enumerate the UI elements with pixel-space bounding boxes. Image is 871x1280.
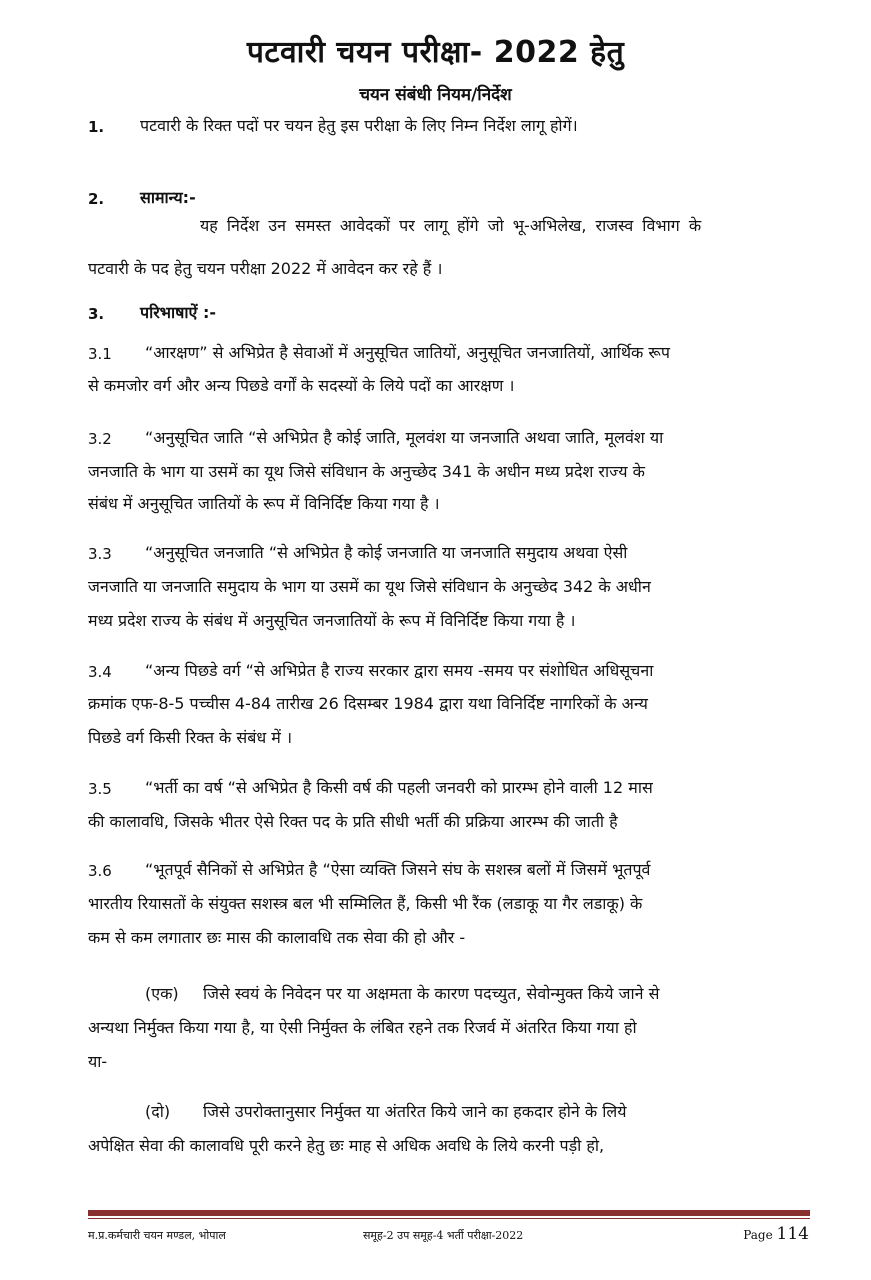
section-3-number: 3. xyxy=(88,305,105,323)
definition-3-3-line-3: मध्य प्रदेश राज्य के संबंध में अनुसूचित जनजातियों के रूप में विनिर्दिष्ट किया गया है । xyxy=(88,611,576,630)
definition-3-2-line-3: संबंध में अनुसूचित जातियों के रूप में विनिर्दिष्ट किया गया है । xyxy=(88,494,440,513)
section-1-text: पटवारी के रिक्त पदों पर चयन हेतु इस परीक्षा के लिए निम्न निर्देश लागू होगें। xyxy=(140,116,578,135)
clause-ek-label: (एक) xyxy=(145,984,179,1003)
definition-3-4-line-1: “अन्य पिछडे वर्ग “से अभिप्रेत है राज्य सरकार द्वारा समय -समय पर संशोधित अधिसूचना xyxy=(145,661,654,680)
footer-rule-thick xyxy=(88,1210,810,1216)
definition-3-3-number: 3.3 xyxy=(88,545,112,563)
page-title: पटवारी चयन परीक्षा- 2022 हेतु xyxy=(246,35,625,70)
definition-3-3-line-1: “अनुसूचित जनजाति “से अभिप्रेत है कोई जनजाति या जनजाति समुदाय अथवा ऐसी xyxy=(145,543,628,562)
definition-3-2-number: 3.2 xyxy=(88,430,112,448)
clause-do-label: (दो) xyxy=(145,1102,171,1121)
section-2-line-2: पटवारी के पद हेतु चयन परीक्षा 2022 में आवेदन कर रहे हैं । xyxy=(88,259,443,278)
section-2-heading: सामान्य:- xyxy=(140,188,196,207)
footer-exam-name: समूह-2 उप समूह-4 भर्ती परीक्षा-2022 xyxy=(363,1229,524,1242)
section-2-number: 2. xyxy=(88,190,105,208)
section-2-line-1: यह निर्देश उन समस्त आवेदकों पर लागू होंगे जो भू-अभिलेख, राजस्व विभाग के xyxy=(200,216,702,235)
section-3-heading: परिभाषाऐं :- xyxy=(140,303,217,322)
definition-3-5-line-1: “भर्ती का वर्ष “से अभिप्रेत है किसी वर्ष की पहली जनवरी को प्रारम्भ होने वाली 12 मास xyxy=(145,778,653,797)
definition-3-2-line-2: जनजाति के भाग या उसमें का यूथ जिसे संविधान के अनुच्छेद 341 के अधीन मध्य प्रदेश राज्य के xyxy=(88,462,645,481)
definition-3-1-line-2: से कमजोर वर्ग और अन्य पिछडे वर्गों के सदस्यों के लिये पदों का आरक्षण । xyxy=(88,376,515,395)
definition-3-6-line-2: भारतीय रियासतों के संयुक्त सशस्त्र बल भी सम्मिलित हैं, किसी भी रैंक (लडाकू या गैर लडाकू) के xyxy=(88,894,643,913)
footer-page-number xyxy=(743,1224,809,1244)
clause-ek-line-3: या- xyxy=(88,1052,108,1071)
section-1-number: 1. xyxy=(88,118,105,136)
definition-3-1-line-1: “आरक्षण” से अभिप्रेत है सेवाओं में अनुसूचित जातियों, अनुसूचित जनजातियों, आर्थिक रूप xyxy=(145,343,670,362)
definition-3-6-line-3: कम से कम लगातार छः मास की कालावधि तक सेवा की हो और - xyxy=(88,928,466,947)
definition-3-5-line-2: की कालावधि, जिसके भीतर ऐसे रिक्त पद के प्रति सीधी भर्ती की प्रक्रिया आरम्भ की जाती है xyxy=(88,812,618,831)
footer-organization: म.प्र.कर्मचारी चयन मण्डल, भोपाल xyxy=(88,1229,226,1242)
clause-ek-line-2: अन्यथा निर्मुक्त किया गया है, या ऐसी निर्मुक्त के लंबित रहने तक रिजर्व में अंतरित किया गया हो xyxy=(88,1018,637,1037)
page-number-value: 114 xyxy=(776,1224,809,1244)
definition-3-4-line-2: क्रमांक एफ-8-5 पच्चीस 4-84 तारीख 26 दिसम्बर 1984 द्वारा यथा विनिर्दिष्ट नागरिकों के अन्य xyxy=(88,694,648,713)
definition-3-4-number: 3.4 xyxy=(88,663,112,681)
clause-do-line-2: अपेक्षित सेवा की कालावधि पूरी करने हेतु छः माह से अधिक अवधि के लिये करनी पड़ी हो, xyxy=(88,1136,605,1155)
definition-3-2-line-1: “अनुसूचित जाति “से अभिप्रेत है कोई जाति, मूलवंश या जनजाति अथवा जाति, मूलवंश या xyxy=(145,428,664,447)
definition-3-4-line-3: पिछडे वर्ग किसी रिक्त के संबंध में । xyxy=(88,728,293,747)
definition-3-1-number: 3.1 xyxy=(88,345,112,363)
page-subtitle: चयन संबंधी नियम/निर्देश xyxy=(359,85,512,105)
definition-3-6-number: 3.6 xyxy=(88,862,112,880)
page-label: Page xyxy=(743,1228,773,1242)
footer-rule-thin xyxy=(88,1218,810,1219)
definition-3-6-line-1: “भूतपूर्व सैनिकों से अभिप्रेत है “ऐसा व्यक्ति जिसने संघ के सशस्त्र बलों में जिसमें भूतपूर्व xyxy=(145,860,651,879)
clause-ek-line-1: जिसे स्वयं के निवेदन पर या अक्षमता के कारण पदच्युत, सेवोन्मुक्त किये जाने से xyxy=(203,984,660,1003)
definition-3-3-line-2: जनजाति या जनजाति समुदाय के भाग या उसमें का यूथ जिसे संविधान के अनुच्छेद 342 के अधीन xyxy=(88,577,651,596)
definition-3-5-number: 3.5 xyxy=(88,780,112,798)
clause-do-line-1: जिसे उपरोक्तानुसार निर्मुक्त या अंतरित किये जाने का हकदार होने के लिये xyxy=(203,1102,627,1121)
